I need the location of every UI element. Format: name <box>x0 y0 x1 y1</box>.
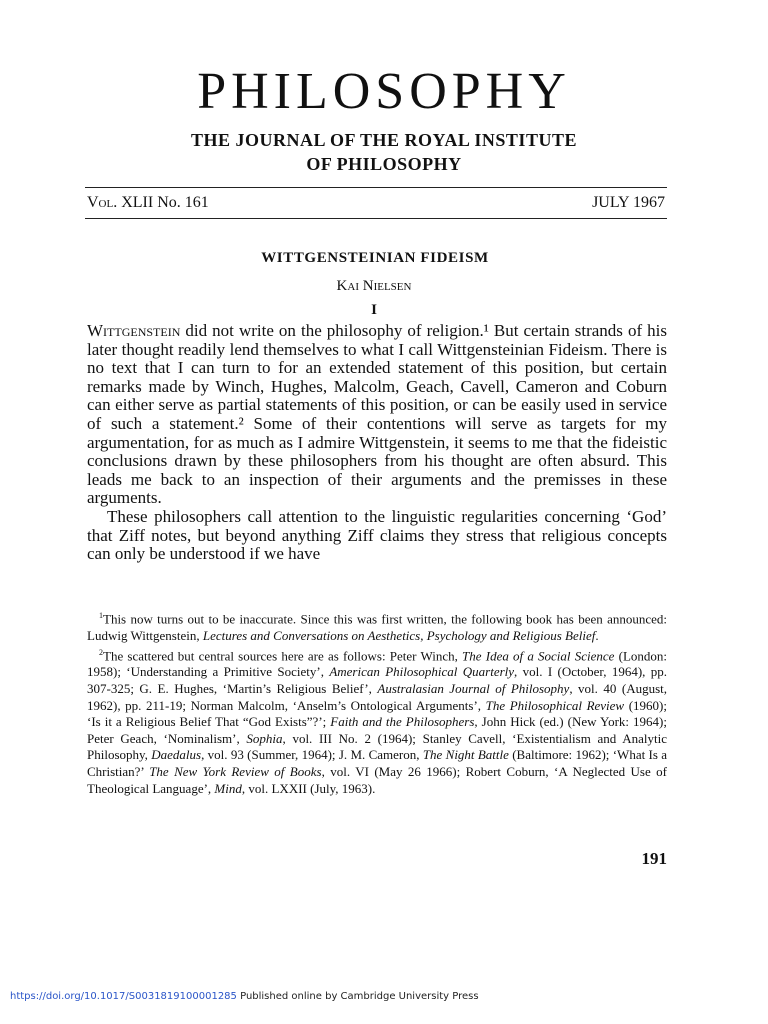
article-title: WITTGENSTEINIAN FIDEISM <box>261 250 489 266</box>
footnotes <box>87 608 667 797</box>
volume-number <box>87 193 209 213</box>
footnote-2-title: Mind <box>214 780 242 796</box>
published-note: Published online by Cambridge University Press <box>236 991 479 1002</box>
footnote-2-title: The Philosophical Review <box>485 697 625 713</box>
bottom-rule <box>85 218 667 219</box>
section-number: I <box>371 302 377 318</box>
article-author: Kai Nielsen <box>336 278 412 294</box>
footnote-2-text: , vol. 93 (Summer, 1964); J. M. Cameron, <box>201 747 423 763</box>
journal-subtitle <box>0 128 768 176</box>
footnote-2-text: (1960); ‘Is it a Religious Belief That “God Exists”?’; <box>87 697 667 730</box>
doi-footer <box>10 991 479 1002</box>
footnote-2-text: (London: 1958); ‘Understanding a Primitive Society’, <box>87 647 667 680</box>
footnote-2-marker: 2 <box>99 647 103 657</box>
footnote-2-title: American Philosophical Quarterly <box>329 664 515 680</box>
footnote-1-marker: 1 <box>99 611 103 620</box>
journal-title: PHILOSOPHY <box>197 63 571 120</box>
footnote-2-title: The New York Review of Books <box>149 764 322 779</box>
footnote-2-text: , vol. I (October, 1964), pp. 307-325; G. E. Hughes, ‘Martin’s Religious Belief’, <box>87 664 668 697</box>
footnote-2-title: The Idea of a Social Science <box>462 647 615 663</box>
footnote-2-text: (Baltimore: 1962); ‘What Is a Christian?’ <box>87 747 668 779</box>
footnote-2-title: Australasian Journal of Philosophy <box>377 681 570 697</box>
footnote-2-text: , vol. VI (May 26 1966); Robert Coburn, ‘A Neglected Use of Theological Language’, <box>87 764 667 796</box>
footnote-2-text: The scattered but central sources here are as follows: Peter Winch, <box>103 647 463 663</box>
issue-date: JULY 1967 <box>592 194 665 211</box>
footnote-2-text: , John Hick (ed.) (New York: 1964); Peter Geach, ‘Nominalism’, <box>87 714 667 746</box>
footnote-2-title: Faith and the Philosophers <box>330 714 475 730</box>
footnote-2-title: Daedalus <box>151 747 202 763</box>
footnote-2-title: Sophia <box>246 730 283 746</box>
footnote-2-text: , vol. III No. 2 (1964); Stanley Cavell, ‘Existentialism and Analytic Philosophy, <box>87 730 668 763</box>
footnote-1-book-title: Lectures and Conversations on Aesthetics, Psychology and Religious Belief <box>202 627 596 643</box>
footnote-2-text: , vol. LXXII (July, 1963). <box>241 780 376 796</box>
paragraph-1-lead-word: Wittgenstein <box>87 321 181 340</box>
doi-link[interactable]: https://doi.org/10.1017/S0031819100001285 <box>10 991 237 1002</box>
page-number: 191 <box>641 849 667 868</box>
journal-subtitle-line-2: OF PHILOSOPHY <box>306 154 462 174</box>
footnote-2 <box>87 645 667 798</box>
paragraph-1-text: did not write on the philosophy of religion.¹ But certain strands of his later thought readily lend themselves to what I call Wittgensteinian Fideism. There is no text that I can turn to for an extended statement of this position, but certain remarks made by Winch, Hughes, Malcolm, Geach, Cavell, Cameron and Coburn can either serve as partial statements of this position, or can be easily used in service of such a statement.² Some of their contentions will serve as targets for my argumentation, for as much as I admire Wittgenstein, it seems to me that the fideistic conclusions drawn by these philosophers from his thought are often absurd. This leads me back to an inspection of their arguments and the premisses in these arguments. <box>87 321 667 508</box>
paragraph-2: These philosophers call attention to the linguistic regularities concerning ‘God’ that Ziff notes, but beyond anything Ziff claims they stress that religious concepts can only be understood if we have <box>87 506 667 564</box>
top-rule <box>85 187 667 188</box>
issue-info <box>87 193 665 213</box>
paragraph-1 <box>87 322 667 508</box>
footnote-1 <box>87 608 667 645</box>
footnote-2-text: , vol. 40 (August, 1962), pp. 211-19; Norman Malcolm, ‘Anselm’s Ontological Arguments’, <box>87 681 668 713</box>
journal-subtitle-line-1: THE JOURNAL OF THE ROYAL INSTITUTE <box>191 130 577 150</box>
footnote-2-title: The Night Battle <box>422 747 509 763</box>
footnote-1-text: This now turns out to be inaccurate. Since this was first written, the following book has been announced: Ludwig Wittgenstein, <box>87 611 667 643</box>
volume-prefix: Vol. <box>87 194 118 211</box>
footnote-1-end: . <box>595 627 599 643</box>
article-body <box>87 322 667 564</box>
volume-rest: XLII No. 161 <box>117 194 209 211</box>
